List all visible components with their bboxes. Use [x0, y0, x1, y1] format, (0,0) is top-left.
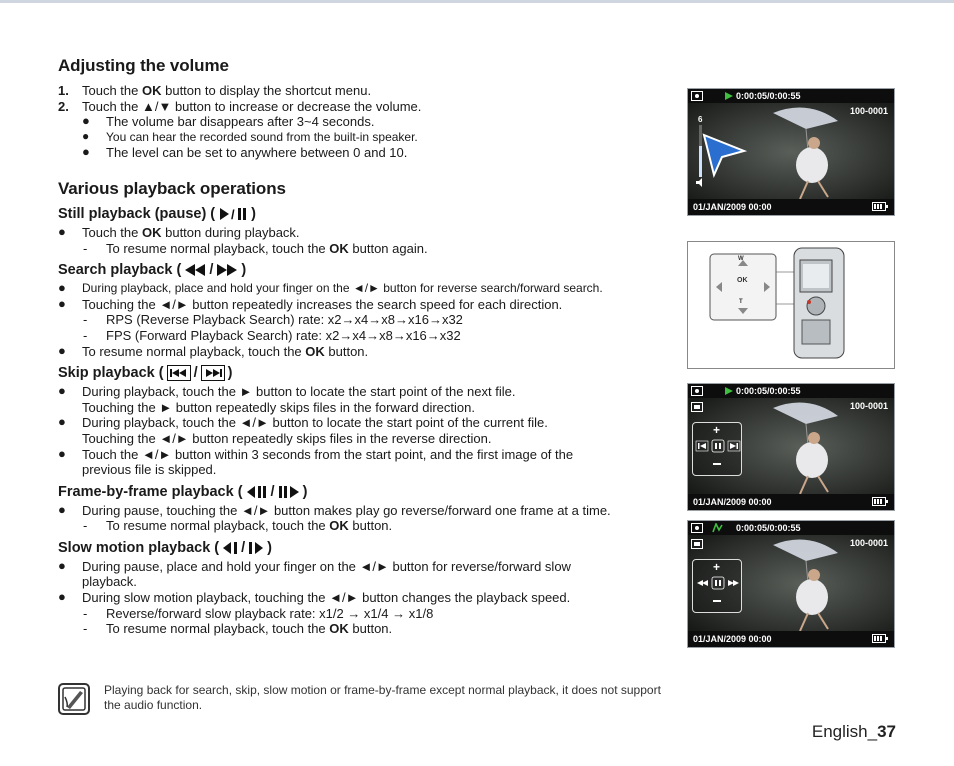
volume-level: 6	[698, 115, 703, 124]
still-dash: - To resume normal playback, touch the OK button again.	[83, 240, 428, 256]
top-rule	[0, 0, 954, 3]
note-box	[58, 683, 678, 715]
skip-forward-icon	[201, 365, 225, 381]
volume-bullet: ● The volume bar disappears after 3~4 seconds.	[82, 113, 375, 130]
play-status-icon	[725, 92, 733, 100]
battery-icon	[872, 202, 888, 211]
rewind-icon	[184, 263, 206, 277]
speaker-icon	[696, 178, 706, 187]
skip-bullet: ● Touch the ◄/► button within 3 seconds from the start point, and the first image of the	[58, 445, 574, 462]
playback-mode-icon	[691, 386, 703, 396]
slow-dash: - To resume normal playback, touch the OK button.	[83, 621, 393, 637]
still-bullet: ● Touch the OK button during playback.	[58, 223, 300, 240]
battery-icon	[872, 497, 888, 506]
search-dash: - FPS (Forward Playback Search) rate: x2→x4→x8→x16→x32	[83, 327, 461, 343]
slow-bullet: ● During slow motion playback, touching the ◄/► button changes the playback speed.	[58, 589, 571, 606]
timecode: 0:00:05/0:00:55	[736, 523, 801, 533]
note-pencil-icon	[58, 683, 90, 715]
play-pause-icon	[218, 207, 248, 221]
playback-control-pad	[692, 559, 742, 613]
slow-continuation: playback.	[82, 574, 137, 590]
playback-mode-icon	[691, 523, 703, 533]
note-text: Playing back for search, skip, slow motion or frame-by-frame except normal playback, it does not support the audio function.	[104, 683, 661, 712]
heading-search-playback: Search playback ( / )	[58, 262, 247, 279]
main-text-column	[58, 56, 678, 637]
screen-frame	[687, 520, 895, 648]
volume-bullet: ● You can hear the recorded sound from the built-in speaker.	[82, 128, 418, 144]
hd-quality-icon	[691, 539, 703, 549]
skip-continuation: previous file is skipped.	[82, 462, 217, 478]
playback-control-pad	[692, 422, 742, 476]
heading-various-playback: Various playback operations	[58, 178, 286, 198]
date-stamp: 01/JAN/2009 00:00	[693, 497, 772, 507]
frame-forward-icon	[278, 485, 300, 499]
skip-back-icon	[167, 365, 191, 381]
screen-volume	[687, 88, 895, 216]
battery-icon	[872, 634, 888, 643]
file-number: 100-0001	[849, 538, 888, 548]
zoom-w-label: W	[738, 256, 744, 262]
volume-up-button: +	[713, 423, 721, 437]
heading-skip-playback: Skip playback ( / )	[58, 365, 233, 382]
skip-bullet: ● During playback, touch the ◄/► button to locate the start point of the current file.	[58, 414, 548, 431]
timecode: 0:00:05/0:00:55	[736, 91, 801, 101]
skip-continuation: Touching the ◄/► button repeatedly skips files in the reverse direction.	[82, 430, 492, 446]
slow-back-icon	[222, 541, 238, 555]
skip-bullet: ● During playback, touch the ► button to locate the start point of the next file.	[58, 383, 516, 400]
search-bullet: ● Touching the ◄/► button repeatedly increases the search speed for each direction.	[58, 295, 563, 312]
file-number: 100-0001	[849, 401, 888, 411]
heading-adjusting-volume: Adjusting the volume	[58, 56, 229, 75]
frame-bullet: ● During pause, touching the ◄/► button makes play go reverse/forward one frame at a time.	[58, 501, 611, 518]
search-bullet: ● To resume normal playback, touch the OK button.	[58, 342, 369, 359]
pointer-arrow-icon	[700, 131, 748, 179]
timecode: 0:00:05/0:00:55	[736, 386, 801, 396]
date-stamp: 01/JAN/2009 00:00	[693, 634, 772, 644]
svg-text:/: /	[231, 206, 235, 221]
ok-button-label[interactable]: OK	[737, 277, 748, 284]
heading-frame-playback: Frame-by-frame playback ( / )	[58, 483, 308, 500]
search-dash: - RPS (Reverse Playback Search) rate: x2→x4→x8→x16→x32	[83, 312, 463, 328]
svg-text:+: +	[713, 560, 721, 574]
date-stamp: 01/JAN/2009 00:00	[693, 202, 772, 212]
page-number: 37	[877, 722, 896, 741]
skip-continuation: Touching the ► button repeatedly skips files in the forward direction.	[82, 399, 475, 415]
zoom-t-label: T	[739, 299, 743, 305]
frame-back-icon	[246, 485, 268, 499]
step-1: 1. Touch the OK button to display the shortcut menu.	[58, 83, 372, 98]
heading-slow-playback: Slow motion playback ( / )	[58, 539, 273, 556]
volume-bullet: ● The level can be set to anywhere between 0 and 10.	[82, 144, 408, 161]
step-2: 2. Touch the ▲/▼ button to increase or decrease the volume.	[58, 98, 422, 114]
slow-status-icon	[712, 523, 724, 533]
file-number: 100-0001	[849, 106, 888, 116]
slow-bullet: ● During pause, place and hold your finger on the ◄/► button for reverse/forward slow	[58, 557, 571, 574]
play-status-icon	[725, 387, 733, 395]
playback-mode-icon	[691, 91, 703, 101]
frame-dash: - To resume normal playback, touch the OK button.	[83, 518, 393, 534]
screen-skip	[687, 383, 895, 511]
heading-still-playback: Still playback (pause) ( / )	[58, 205, 256, 222]
slow-dash: - Reverse/forward slow playback rate: x1/2 → x1/4 → x1/8	[83, 605, 434, 621]
page-footer: English_37	[811, 722, 896, 741]
slow-forward-icon	[248, 541, 264, 555]
camcorder-illustration	[687, 241, 895, 369]
fast-forward-icon	[216, 263, 238, 277]
hd-quality-icon	[691, 402, 703, 412]
search-bullet: ● During playback, place and hold your finger on the ◄/► button for reverse search/forward search.	[58, 280, 603, 296]
